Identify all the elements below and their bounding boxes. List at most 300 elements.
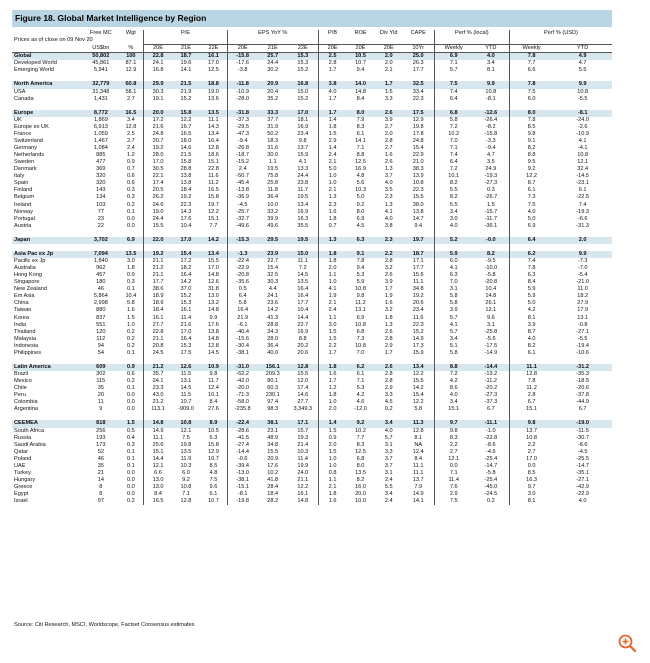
group-spacer bbox=[12, 74, 612, 81]
cell-value: 8.1 bbox=[414, 434, 423, 441]
header-spacer bbox=[12, 30, 83, 37]
cell-value: 23.4 bbox=[412, 307, 424, 314]
cell-value: 8.4 bbox=[509, 279, 553, 286]
cell-value: 1.7 bbox=[318, 350, 346, 357]
header-year: 20E bbox=[318, 45, 346, 53]
header-roe: ROE bbox=[354, 30, 367, 36]
region-name: Spain bbox=[14, 180, 29, 187]
cell-value: -42.0 bbox=[227, 378, 257, 385]
cell-value: 24.8 bbox=[144, 131, 172, 138]
cell-value: -11.1 bbox=[473, 420, 510, 427]
cell-value: 12.2 bbox=[297, 484, 309, 490]
cell-value: 12.2 bbox=[207, 208, 219, 215]
cell-value: 6.4 bbox=[434, 96, 473, 103]
group-header-row bbox=[12, 81, 612, 88]
cell-value: 5.8 bbox=[414, 406, 423, 413]
cell-value: 1,059 bbox=[93, 130, 108, 137]
cell-value: 21 bbox=[97, 469, 104, 476]
cell-value: 15.2 bbox=[412, 328, 424, 335]
cell-value: 100 bbox=[119, 53, 144, 61]
cell-value: 1.3 bbox=[318, 237, 346, 244]
cell-value: 4.1 bbox=[318, 286, 346, 293]
cell-value: 28.0 bbox=[267, 335, 279, 342]
cell-value: 13.8 bbox=[180, 173, 192, 180]
cell-value: 8.0 bbox=[356, 462, 365, 469]
cell-value: 0.0 bbox=[126, 399, 135, 406]
region-name: Asia Pac ex Jp bbox=[12, 251, 83, 258]
header-year: 20E bbox=[375, 45, 403, 53]
cell-value: 13.5 bbox=[180, 448, 192, 455]
cell-value: 12.1 bbox=[434, 456, 473, 463]
cell-value: 14.8 bbox=[355, 88, 366, 95]
cell-value: 24.6 bbox=[144, 202, 172, 209]
cell-value: 0.5 bbox=[227, 286, 257, 293]
cell-value: 12.6 bbox=[207, 279, 219, 286]
cell-value: 23.3 bbox=[144, 385, 172, 392]
cell-value: 10.8 bbox=[355, 286, 366, 293]
cell-value: 16.1 bbox=[180, 307, 192, 314]
cell-value: 2.1 bbox=[384, 67, 393, 74]
cell-value: 17.5 bbox=[180, 349, 192, 356]
cell-value: -28.6 bbox=[227, 428, 257, 435]
cell-value: 2.4 bbox=[227, 166, 257, 173]
header-pb: P/B bbox=[318, 30, 346, 37]
cell-value: 10.4 bbox=[125, 293, 137, 300]
cell-value: 103 bbox=[96, 201, 106, 208]
cell-value: 7.5 bbox=[509, 202, 553, 209]
cell-value: 17.0 bbox=[207, 265, 219, 272]
cell-value: -37.3 bbox=[227, 117, 257, 124]
cell-value: 0.2 bbox=[126, 498, 135, 505]
cell-value: 2.4 bbox=[384, 498, 393, 505]
cell-value: 10.0 bbox=[355, 498, 366, 505]
cell-value: 30.0 bbox=[267, 152, 279, 159]
cell-value: 4.2 bbox=[509, 307, 553, 314]
cell-value: 20.6 bbox=[412, 300, 424, 307]
cell-value: 2,998 bbox=[93, 300, 108, 307]
cell-value: 22.3 bbox=[412, 321, 424, 328]
cell-value: 97.4 bbox=[267, 399, 279, 406]
cell-value: 18.6 bbox=[207, 152, 219, 159]
cell-value: 12.1 bbox=[144, 463, 172, 470]
region-name: Greece bbox=[14, 484, 33, 490]
region-name: Netherlands bbox=[14, 152, 45, 159]
region-name: Finland bbox=[14, 187, 33, 194]
cell-value: 15.2 bbox=[180, 95, 192, 102]
cell-value: 17.6 bbox=[207, 321, 219, 328]
table-row bbox=[12, 329, 612, 336]
cell-value: 17.5 bbox=[403, 110, 434, 117]
cell-value: 14.2 bbox=[412, 385, 424, 392]
region-name: Em Asia bbox=[14, 293, 35, 300]
cell-value: 11.1 bbox=[144, 435, 172, 442]
cell-value: 21.5 bbox=[180, 152, 192, 159]
region-name: Switzerland bbox=[14, 137, 43, 144]
table-row bbox=[12, 89, 612, 96]
cell-value: 2.0 bbox=[553, 237, 612, 244]
cell-value: -22.8 bbox=[484, 434, 498, 441]
cell-value: 17.0 bbox=[509, 456, 553, 463]
cell-value: 0.6 bbox=[126, 371, 135, 377]
region-name: Israel bbox=[14, 498, 28, 505]
cell-value: 2.4 bbox=[318, 307, 346, 314]
cell-value: 0.0 bbox=[126, 469, 135, 476]
cell-value: 2.3 bbox=[318, 202, 346, 209]
region-name: Europe ex UK bbox=[14, 123, 49, 130]
cell-value: 98.3 bbox=[267, 406, 279, 413]
cell-value: 20.2 bbox=[297, 342, 309, 349]
cell-value: 18.4 bbox=[144, 307, 172, 314]
table-row bbox=[12, 117, 612, 124]
cell-value: 12.8 bbox=[180, 498, 192, 505]
cell-value: 1.5 bbox=[384, 88, 393, 95]
cell-value: 6.7 bbox=[509, 399, 553, 406]
cell-value: 15.5 bbox=[412, 194, 424, 201]
cell-value: 8.5 bbox=[209, 462, 218, 469]
cell-value: 17.0 bbox=[180, 328, 192, 335]
cell-value: 1,840 bbox=[93, 258, 108, 264]
cell-value: 24.1 bbox=[267, 293, 279, 300]
cell-value: -9.4 bbox=[486, 145, 496, 151]
cell-value: -45.4 bbox=[227, 180, 257, 187]
cell-value: 1.0 bbox=[318, 399, 346, 406]
cell-value: 20.9 bbox=[258, 81, 288, 88]
cell-value: 4.1 bbox=[434, 322, 473, 329]
cell-value: 14.5 bbox=[207, 349, 219, 356]
table-row bbox=[12, 322, 612, 329]
cell-value: 12.8 bbox=[207, 145, 219, 151]
cell-value: 3.4 bbox=[126, 116, 135, 123]
cell-value: 18.0 bbox=[180, 137, 192, 144]
cell-value: 457 bbox=[96, 272, 106, 279]
cell-value: 13.0 bbox=[144, 477, 172, 484]
cell-value: -909.0 bbox=[178, 406, 194, 413]
cell-value: 2.0 bbox=[384, 60, 393, 67]
region-name: UAE bbox=[14, 462, 26, 469]
cell-value: 13.7 bbox=[412, 476, 424, 483]
cell-value: 39.9 bbox=[267, 215, 279, 222]
cell-value: 3.0 bbox=[509, 491, 553, 498]
cell-value: 9.8 bbox=[509, 131, 553, 138]
cell-value: 1,431 bbox=[93, 95, 108, 102]
cell-value: 14.9 bbox=[412, 491, 424, 498]
table-row bbox=[12, 315, 612, 322]
header-perf-usd: Perf % (USD) bbox=[509, 30, 612, 37]
cell-value: 10.8 bbox=[355, 321, 366, 328]
cell-value: -11.7 bbox=[484, 215, 498, 222]
cell-value: 0.0 bbox=[126, 392, 135, 399]
cell-value: 16.3 bbox=[509, 477, 553, 484]
cell-value: 1.1 bbox=[318, 315, 346, 322]
cell-value: 20.9 bbox=[267, 455, 279, 462]
cell-value: 8.4 bbox=[144, 491, 172, 498]
cell-value: 1.3 bbox=[384, 201, 393, 208]
cell-value: -62.2 bbox=[227, 371, 257, 378]
cell-value: 10.7 bbox=[180, 399, 192, 406]
cell-value: 16.9 bbox=[297, 208, 309, 215]
cell-value: 0.2 bbox=[486, 498, 495, 505]
cell-value: 180 bbox=[96, 279, 106, 286]
cell-value: -25.4 bbox=[484, 455, 498, 462]
cell-value: 18.4 bbox=[267, 491, 279, 498]
cell-value: 5.3 bbox=[356, 385, 365, 392]
cell-value: 7.8 bbox=[509, 53, 553, 61]
cell-value: 38.6 bbox=[144, 286, 172, 293]
cell-value: 1.0 bbox=[318, 279, 346, 286]
cell-value: 36.4 bbox=[267, 342, 279, 349]
region-name: Indonesia bbox=[14, 342, 39, 349]
header-year: 22E bbox=[288, 45, 318, 53]
cell-value: 23.1 bbox=[267, 427, 279, 434]
cell-value: 6.3 bbox=[346, 237, 374, 244]
cell-value: -9.4 bbox=[227, 138, 257, 145]
cell-value: -44.9 bbox=[576, 399, 590, 406]
cell-value: 8.2 bbox=[434, 180, 473, 187]
cell-value: 2.6 bbox=[384, 328, 393, 335]
cell-value: 120 bbox=[96, 328, 106, 335]
cell-value: -37.8 bbox=[576, 392, 590, 399]
cell-value: 12.8 bbox=[125, 123, 137, 130]
cell-value: 17.4 bbox=[144, 180, 172, 187]
cell-value: 22.3 bbox=[412, 95, 424, 102]
cell-value: 18.2 bbox=[577, 293, 589, 300]
cell-value: 13.9 bbox=[412, 173, 424, 180]
cell-value: -13.8 bbox=[227, 187, 257, 194]
cell-value: 35.5 bbox=[297, 222, 309, 229]
cell-value: 8.4 bbox=[209, 399, 218, 406]
group-spacer bbox=[12, 357, 612, 364]
cell-value: -26.4 bbox=[484, 116, 498, 123]
cell-value: 13.1 bbox=[180, 378, 192, 385]
cell-value: 1.8 bbox=[318, 124, 346, 131]
cell-value: -22.5 bbox=[576, 194, 590, 201]
cell-value: 1.0 bbox=[318, 463, 346, 470]
cell-value: 0.2 bbox=[126, 378, 135, 385]
region-name: South Africa bbox=[14, 427, 45, 434]
cell-value: 1.3 bbox=[384, 321, 393, 328]
cell-value: 35.7 bbox=[144, 371, 172, 378]
cell-value: 7.4 bbox=[434, 152, 473, 159]
cell-value: 15.1 bbox=[207, 159, 219, 166]
cell-value: 6.1 bbox=[509, 350, 553, 357]
cell-value: 4.0 bbox=[384, 180, 393, 187]
cell-value: 16.4 bbox=[297, 293, 309, 300]
cell-value: 14.2 bbox=[180, 279, 192, 286]
cell-value: -13.0 bbox=[227, 470, 257, 477]
cell-value: 14.0 bbox=[346, 81, 374, 88]
cell-value: 15.8 bbox=[207, 441, 219, 448]
cell-value: 22.8 bbox=[144, 53, 172, 61]
cell-value: 21.9 bbox=[180, 88, 192, 95]
cell-value: 0.2 bbox=[384, 406, 393, 413]
cell-value: 4.5 bbox=[356, 222, 365, 229]
cell-value: 11.4 bbox=[297, 455, 309, 462]
cell-value: 5.0 bbox=[318, 166, 346, 173]
cell-value: -22.9 bbox=[576, 491, 590, 498]
table-row bbox=[12, 166, 612, 173]
region-name: Singapore bbox=[14, 279, 40, 286]
header-period: Weekly bbox=[434, 45, 473, 53]
cell-value: 2.7 bbox=[384, 145, 393, 151]
cell-value: 15.8 bbox=[207, 194, 219, 201]
cell-value: 10.0 bbox=[267, 201, 279, 208]
region-name: Taiwan bbox=[14, 307, 32, 314]
cell-value: 13.4 bbox=[207, 130, 219, 137]
cell-value: 17.0 bbox=[144, 159, 172, 166]
cell-value: 3.4 bbox=[384, 491, 393, 498]
cell-value: -8.1 bbox=[227, 491, 257, 498]
cell-value: 6.3 bbox=[509, 272, 553, 279]
cell-value: -14.9 bbox=[484, 349, 498, 356]
cell-value: 7.9 bbox=[414, 484, 423, 490]
cell-value: 19.7 bbox=[207, 201, 219, 208]
cell-value: 40.0 bbox=[267, 349, 279, 356]
cell-value: 818 bbox=[83, 420, 119, 427]
cell-value: 3.7 bbox=[384, 462, 393, 469]
cell-value: 9.9 bbox=[553, 251, 612, 258]
cell-value: -3.3 bbox=[486, 137, 496, 144]
cell-value: 0.3 bbox=[126, 279, 135, 286]
cell-value: 23 bbox=[97, 215, 104, 222]
cell-value: 8.2 bbox=[509, 343, 553, 350]
cell-value: 9.8 bbox=[509, 420, 553, 427]
table-row bbox=[12, 477, 612, 484]
cell-value: 28.8 bbox=[180, 166, 192, 173]
cell-value: 14.6 bbox=[297, 392, 309, 399]
cell-value: -5.8 bbox=[486, 469, 496, 476]
cell-value: 14.2 bbox=[267, 307, 279, 314]
region-name: CEEMEA bbox=[12, 420, 83, 427]
cell-value: 87.1 bbox=[125, 60, 137, 67]
cell-value: 14.1 bbox=[355, 137, 366, 144]
cell-value: 7.7 bbox=[509, 60, 553, 67]
cell-value: 0.1 bbox=[126, 208, 135, 215]
cell-value: 9.9 bbox=[209, 314, 218, 321]
cell-value: -11.2 bbox=[484, 378, 498, 385]
cell-value: 1.2 bbox=[126, 152, 135, 159]
cell-value: 3.4 bbox=[434, 209, 473, 216]
market-table bbox=[12, 30, 612, 505]
table-row bbox=[12, 343, 612, 350]
cell-value: 21.2 bbox=[144, 364, 172, 371]
cell-value: 2.8 bbox=[384, 371, 393, 377]
cell-value: 41.8 bbox=[267, 476, 279, 483]
zoom-in-icon[interactable] bbox=[617, 633, 637, 653]
cell-value: 3.8 bbox=[384, 222, 393, 229]
cell-value: 25.8 bbox=[267, 180, 279, 187]
cell-value: 8.1 bbox=[486, 67, 495, 74]
table-row bbox=[12, 442, 612, 449]
cell-value: 8.0 bbox=[356, 208, 365, 215]
cell-value: 4.0 bbox=[434, 223, 473, 230]
cell-value: 2.0 bbox=[318, 442, 346, 449]
cell-value: 4.0 bbox=[509, 336, 553, 343]
table-row bbox=[12, 300, 612, 307]
header-year: 10Yr bbox=[403, 45, 434, 53]
cell-value: -4.5 bbox=[227, 202, 257, 209]
cell-value: 0.3 bbox=[126, 441, 135, 448]
cell-value: 5.0 bbox=[509, 216, 553, 223]
cell-value: 23.9 bbox=[258, 251, 288, 258]
cell-value: 5.8 bbox=[434, 350, 473, 357]
cell-value: 1.8 bbox=[318, 364, 346, 371]
cell-value: -36.1 bbox=[484, 222, 498, 229]
cell-value: 0.9 bbox=[126, 272, 135, 279]
cell-value: 2.2 bbox=[318, 343, 346, 350]
cell-value: 6.0 bbox=[509, 96, 553, 103]
region-name: Developed World bbox=[14, 60, 57, 67]
cell-value: 12.8 bbox=[509, 371, 553, 378]
cell-value: -8.1 bbox=[486, 95, 496, 102]
cell-value: 0.7 bbox=[126, 166, 135, 173]
header-row bbox=[12, 37, 612, 45]
cell-value: 7,094 bbox=[83, 251, 119, 258]
cell-value: -20.8 bbox=[484, 279, 498, 286]
cell-value: 1.5 bbox=[119, 420, 144, 427]
cell-value: 13.0 bbox=[207, 293, 219, 300]
cell-value: 25.7 bbox=[258, 53, 288, 61]
cell-value: 3.1 bbox=[486, 321, 495, 328]
cell-value: 21.2 bbox=[144, 399, 172, 406]
cell-value: 6,913 bbox=[93, 123, 108, 130]
cell-value: 1,869 bbox=[93, 116, 108, 123]
cell-value: 10.8 bbox=[172, 420, 200, 427]
cell-value: 12.4 bbox=[412, 448, 424, 455]
cell-value: 4.1 bbox=[298, 159, 307, 166]
cell-value: 24.5 bbox=[144, 350, 172, 357]
cell-value: -19.8 bbox=[227, 498, 257, 505]
cell-value: -14.5 bbox=[576, 173, 590, 180]
cell-value: 8.8 bbox=[434, 364, 473, 371]
cell-value: 8.9 bbox=[200, 420, 227, 427]
cell-value: 3.2 bbox=[384, 265, 393, 272]
cell-value: 1.6 bbox=[318, 371, 346, 378]
cell-value: 0.9 bbox=[126, 159, 135, 166]
cell-value: 3.5 bbox=[384, 187, 393, 194]
cell-value: 11.1 bbox=[412, 469, 424, 476]
cell-value: 9.4 bbox=[356, 265, 365, 272]
cell-value: 7.4 bbox=[578, 201, 587, 208]
cell-value: 8.8 bbox=[298, 335, 307, 342]
cell-value: -10.0 bbox=[484, 265, 498, 272]
region-name: Colombia bbox=[14, 399, 38, 406]
cell-value: 49.6 bbox=[267, 222, 279, 229]
cell-value: 173 bbox=[96, 441, 106, 448]
cell-value: -26.8 bbox=[227, 145, 257, 152]
cell-value: 14.4 bbox=[144, 456, 172, 463]
cell-value: 10.8 bbox=[355, 342, 366, 349]
cell-value: 1.1 bbox=[318, 477, 346, 484]
cell-value: 13.4 bbox=[403, 364, 434, 371]
cell-value: 4.2 bbox=[434, 378, 473, 385]
cell-value: 18.2 bbox=[180, 265, 192, 272]
cell-value: 1.2 bbox=[318, 385, 346, 392]
cell-value: 1.8 bbox=[384, 314, 393, 321]
cell-value: 8.7 bbox=[509, 180, 553, 187]
cell-value: -19.3 bbox=[576, 208, 590, 215]
cell-value: 230.1 bbox=[265, 392, 280, 399]
cell-value: 7.8 bbox=[509, 378, 553, 385]
region-name: Hong Kong bbox=[14, 272, 42, 279]
cell-value: -19.0 bbox=[553, 420, 612, 427]
cell-value: 7.1 bbox=[182, 491, 190, 498]
table-row bbox=[12, 307, 612, 314]
cell-value: 134 bbox=[96, 194, 106, 201]
cell-value: -7.3 bbox=[577, 258, 588, 264]
header-period: Weekly bbox=[509, 45, 553, 53]
cell-value: 3.2 bbox=[384, 307, 393, 314]
cell-value: 21.1 bbox=[297, 476, 309, 483]
